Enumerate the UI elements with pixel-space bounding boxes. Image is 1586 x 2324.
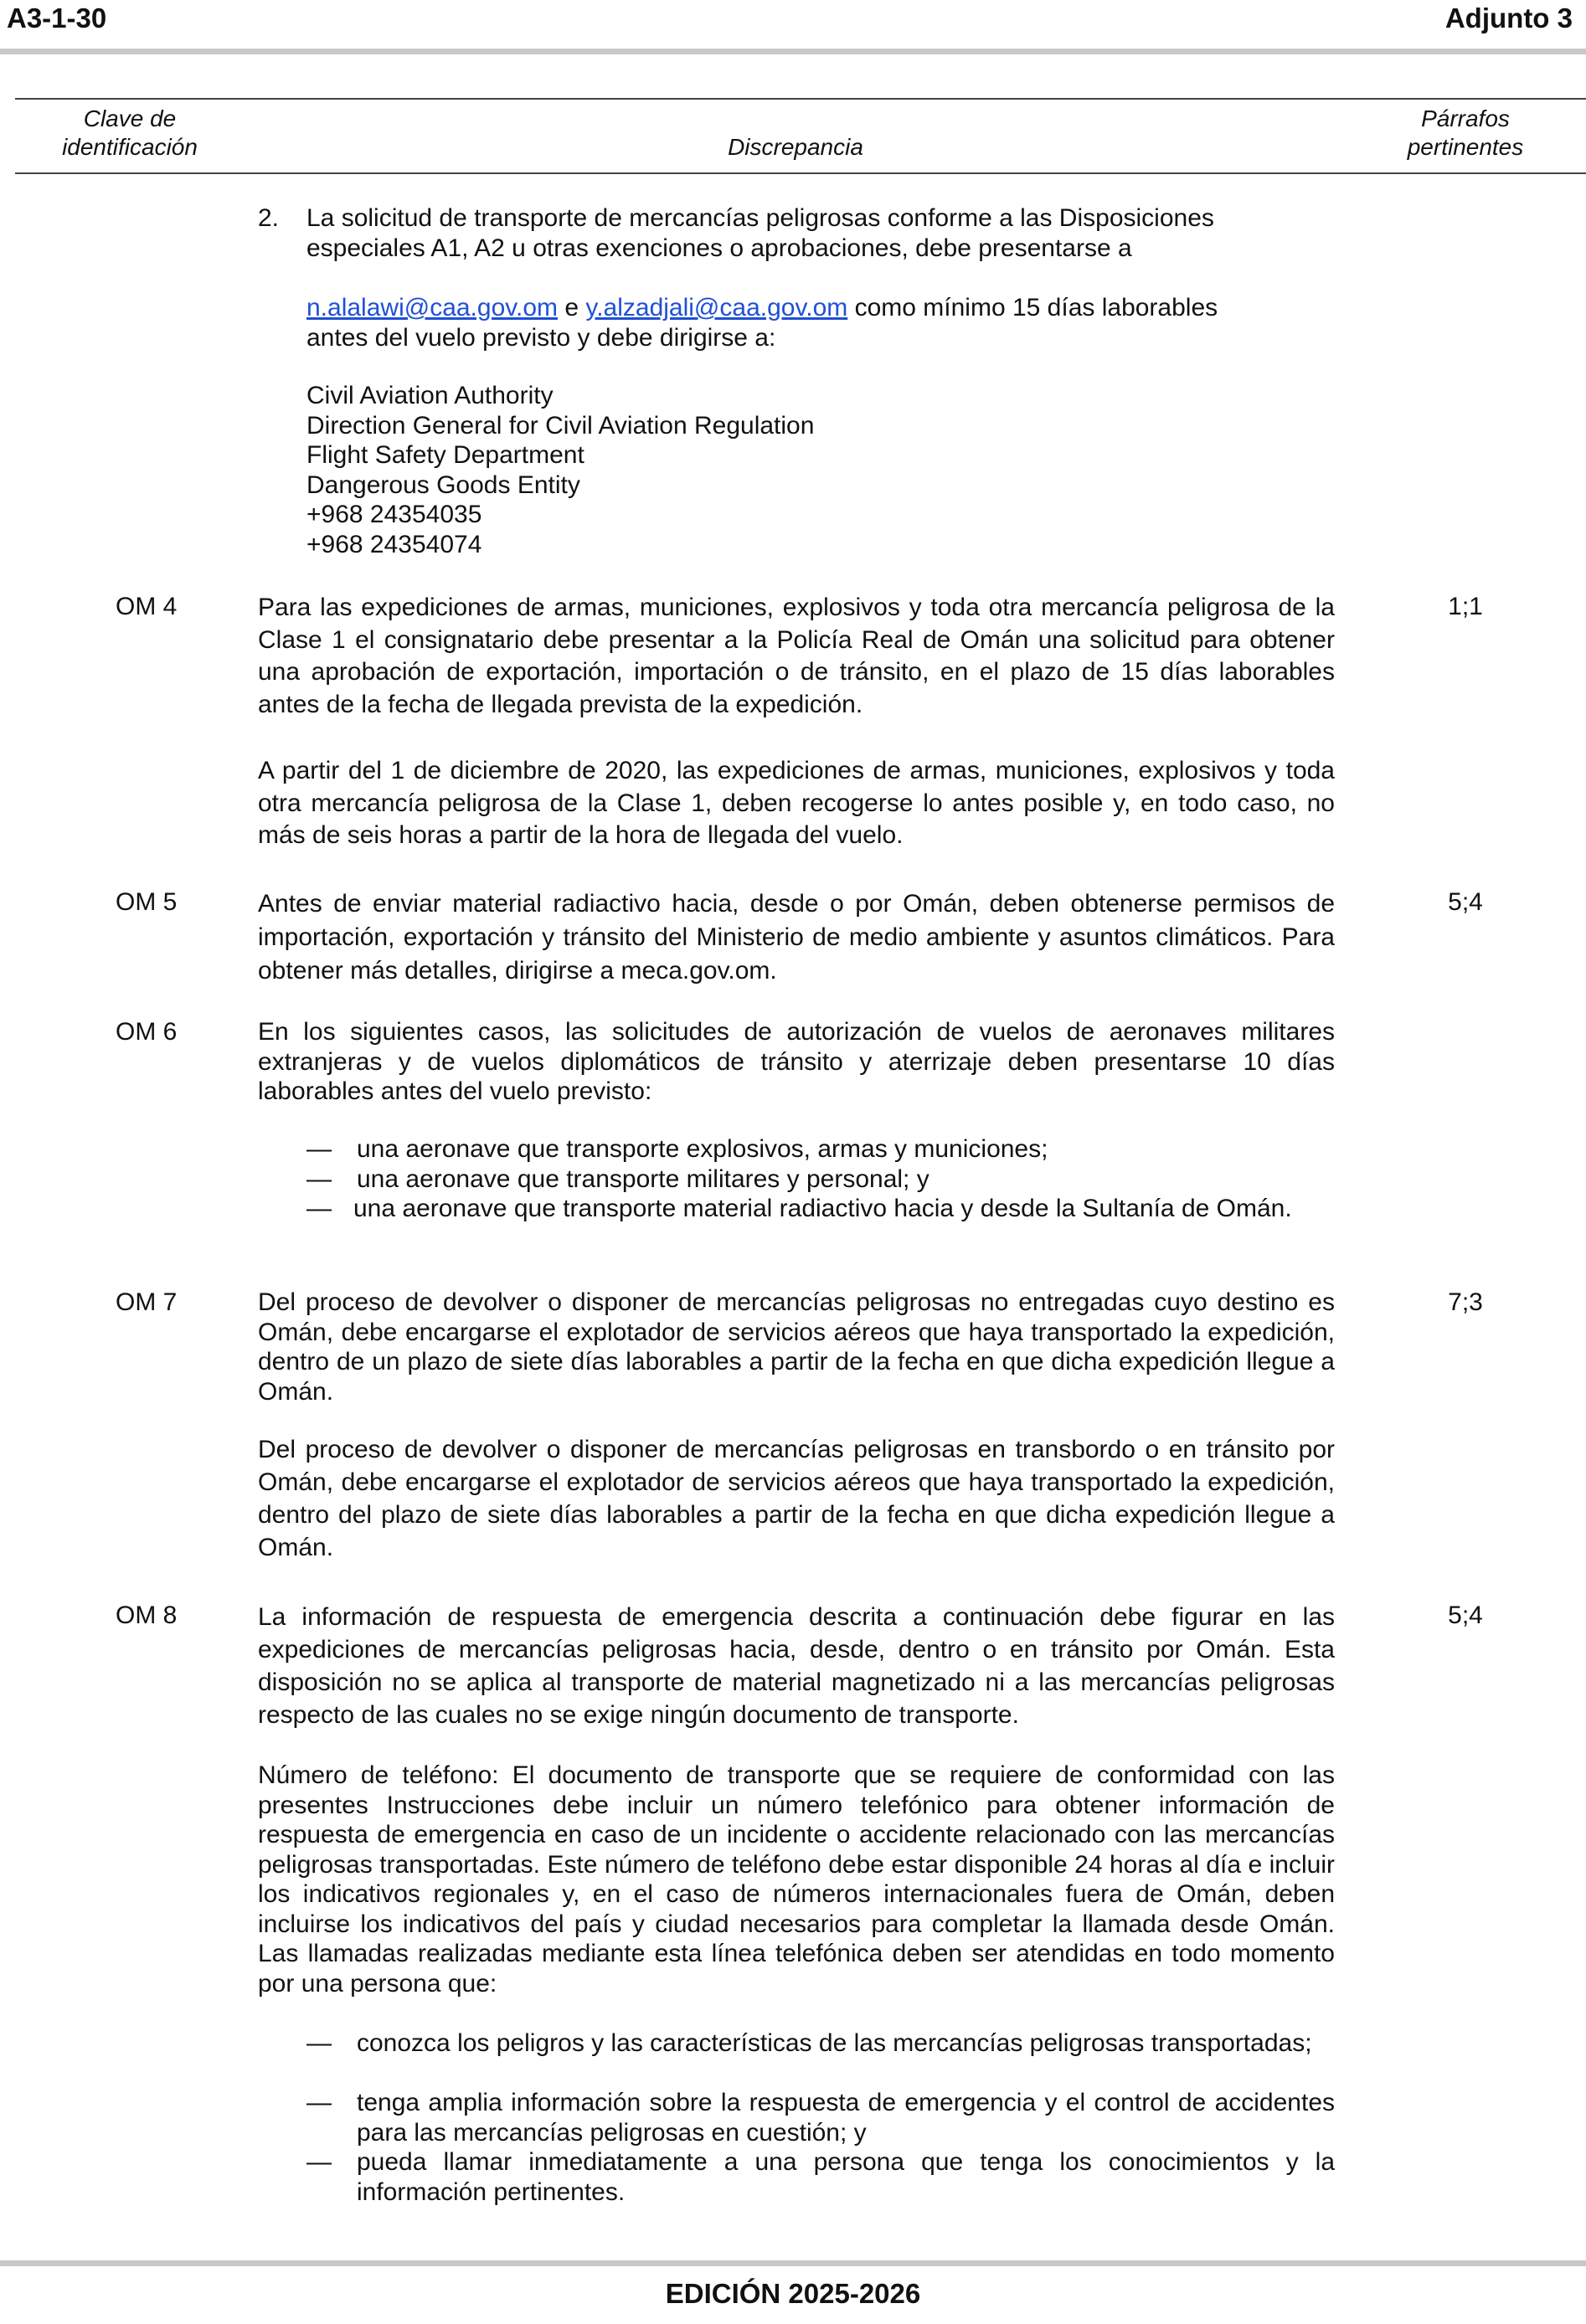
key-om7: OM 7	[116, 1288, 178, 1316]
page-code: A3-1-30	[7, 3, 107, 33]
om6-list-item: — una aeronave que transporte militares y personal; y	[306, 1165, 929, 1193]
key-om5: OM 5	[116, 888, 178, 916]
header-rule	[0, 49, 1586, 54]
address-block: Civil Aviation Authority Direction General for Civil Aviation Regulation Flight Safety Department Dangerous Goods Entity +968 24354035 +968 24354074	[306, 382, 815, 558]
om5-paragraph: Antes de enviar material radiactivo hacia, desde o por Omán, deben obtenerse permisos de importación, exportación y tránsito del Ministerio de medio ambiente y asuntos climáticos. Para obtener más detalles, dirigirse a meca.gov.om.	[258, 890, 1335, 985]
om4-paragraph-1: Para las expediciones de armas, municiones, explosivos y toda otra mercancía peligrosa de la Clase 1 el consignatario debe presentar a la Policía Real de Omán una solicitud para obtener una aprobación de exportación, importación o de tránsito, en el plazo de 15 días laborables antes de la fecha de llegada prevista de la expedición.	[258, 594, 1335, 718]
key-om4: OM 4	[116, 593, 178, 620]
footer-rule	[0, 2260, 1586, 2266]
table-top-rule	[15, 98, 1586, 100]
column-header-refs: Párrafos pertinentes	[1407, 105, 1524, 160]
om7-paragraph-1: Del proceso de devolver o disponer de mercancías peligrosas no entregadas cuyo destino es Omán, debe encargarse el explotador de servicios aéreos que haya transportado la expedición, dentro de un plazo de siete días laborables a partir de la fecha en que dicha expedición llegue a Omán.	[258, 1288, 1335, 1406]
om8-paragraph-2: Número de teléfono: El documento de transporte que se requiere de conformidad con las presentes Instrucciones debe incluir un número telefónico para obtener información de respuesta de emergencia en caso de un incidente o accidente relacionado con las mercancías peligrosas transportadas. Este número de teléfono debe estar disponible 24 horas al día e incluir los indicativos regionales y, en el caso de números internacionales fuera de Omán, deben incluirse los indicativos del país y ciudad necesarios para completar la llamada desde Omán. Las llamadas realizadas mediante esta línea telefónica deben ser atendidas en todo momento por una persona que:	[258, 1761, 1335, 1998]
item2-intro: La solicitud de transporte de mercancías peligrosas conforme a las Disposiciones especiales A1, A2 u otras exenciones o aprobaciones, debe presentarse a	[306, 204, 1214, 262]
email-link-2[interactable]: y.alzadjali@caa.gov.om	[585, 294, 848, 321]
om7-paragraph-2: Del proceso de devolver o disponer de mercancías peligrosas en transbordo o en tránsito por Omán, debe encargarse el explotador de servicios aéreos que haya transportado la expedición, dentro del plazo de siete días laborables a partir de la fecha en que dicha expedición llegue a Omán.	[258, 1436, 1335, 1561]
om6-paragraph: En los siguientes casos, las solicitudes de autorización de vuelos de aeronaves militares extranjeras y de vuelos diplomáticos de tránsito y aterrizaje deben presentarse 10 días laborables antes del vuelo previsto:	[258, 1018, 1335, 1105]
ref-om7: 7;3	[1448, 1288, 1483, 1316]
ref-om8: 5;4	[1448, 1602, 1483, 1629]
key-om8: OM 8	[116, 1602, 178, 1629]
om6-list-item: — una aeronave que transporte material radiactivo hacia y desde la Sultanía de Omán.	[306, 1195, 1292, 1222]
column-header-discrepancy: Discrepancia	[728, 134, 863, 160]
ref-om4: 1;1	[1448, 593, 1483, 620]
ref-om5: 5;4	[1448, 888, 1483, 916]
attachment-label: Adjunto 3	[1444, 3, 1573, 33]
edition-label: EDICIÓN 2025-2026	[665, 2278, 921, 2309]
om4-paragraph-2: A partir del 1 de diciembre de 2020, las expediciones de armas, municiones, explosivos y toda otra mercancía peligrosa de la Clase 1, deben recogerse lo antes posible y, en todo caso, no más de seis horas a partir de la hora de llegada del vuelo.	[258, 757, 1335, 849]
key-om6: OM 6	[116, 1018, 178, 1046]
email-link-1[interactable]: n.alalawi@caa.gov.om	[306, 294, 559, 321]
item-number: 2.	[258, 204, 280, 232]
om8-list-item: — tenga amplia información sobre la respuesta de emergencia y el control de accidentes para las mercancías peligrosas en cuestión; y	[306, 2089, 1335, 2147]
om6-list-item: — una aeronave que transporte explosivos, armas y municiones;	[306, 1135, 1048, 1163]
om8-paragraph-1: La información de respuesta de emergencia descrita a continuación debe figurar en las expediciones de mercancías peligrosas hacia, desde, dentro o en tránsito por Omán. Esta disposición no se aplica al transporte de material magnetizado ni a las mercancías peligrosas respecto de las cuales no se exige ningún documento de transporte.	[258, 1603, 1335, 1729]
column-header-key: Clave de identificación	[62, 105, 198, 160]
om8-list-item: — conozca los peligros y las características de las mercancías peligrosas transportadas;	[306, 2029, 1312, 2057]
item2-emails: n.alalawi@caa.gov.om e y.alzadjali@caa.gov.om como mínimo 15 días laborables antes del vuelo previsto y debe dirigirse a:	[306, 294, 1218, 352]
table-header-rule	[15, 172, 1586, 174]
om8-list-item: — pueda llamar inmediatamente a una persona que tenga los conocimientos y la información pertinentes.	[306, 2148, 1335, 2206]
